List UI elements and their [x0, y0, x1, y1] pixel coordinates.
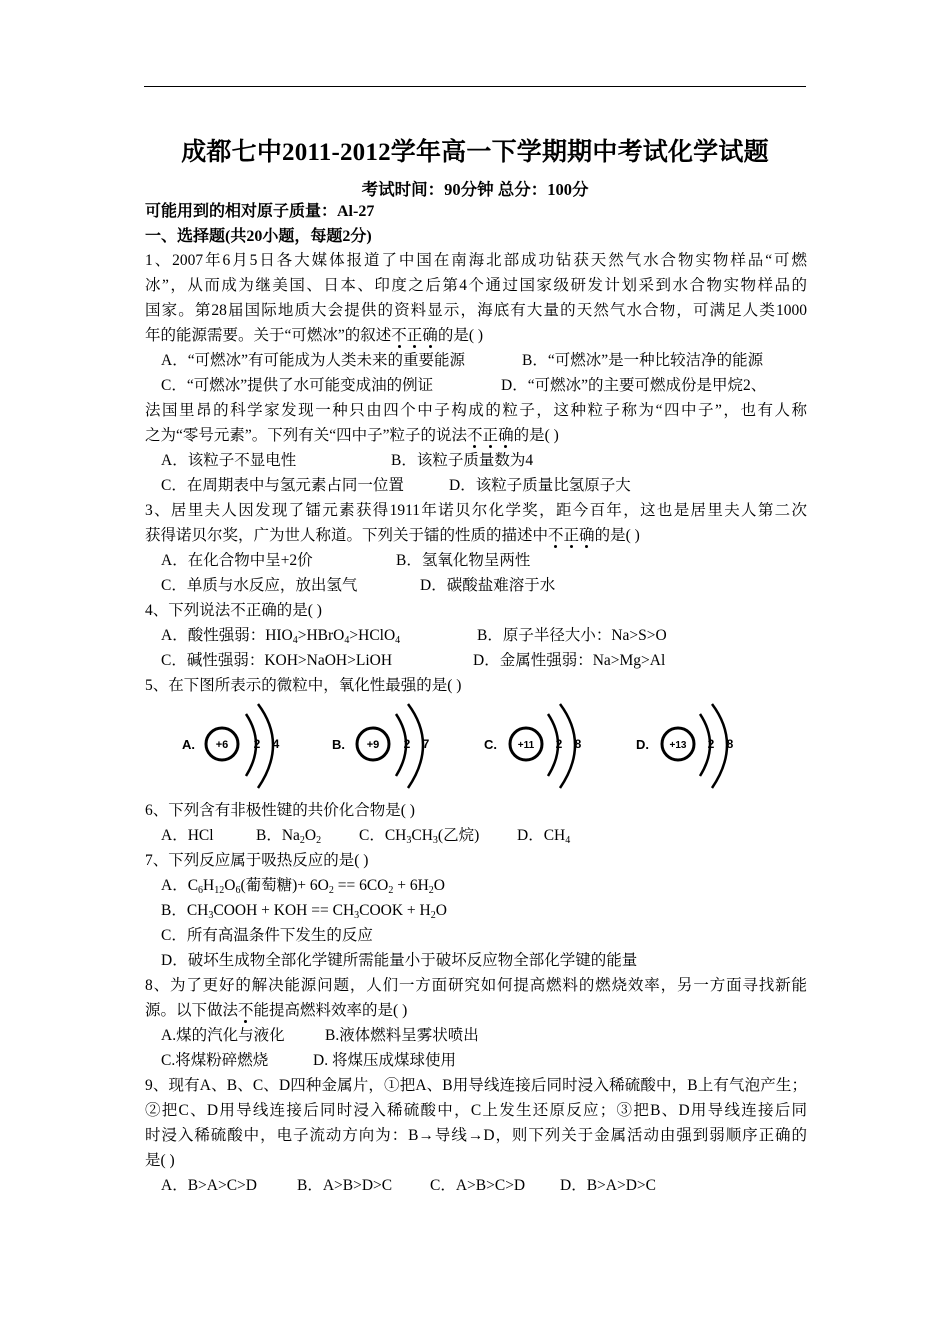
q2-option-c: C．在周期表中与氢元素占同一位置 — [161, 477, 404, 494]
q1-line2: 冰”，从而成为继美国、日本、印度之后第4个通过国家级研发计划采到水合物实物样品的 — [145, 277, 807, 294]
shell-electrons: 2 — [253, 737, 261, 751]
atom-diagram-b — [332, 704, 430, 788]
atom-label: A. — [182, 737, 195, 752]
q1-option-d: D．“可燃冰”的主要可燃成份是甲烷2、 — [501, 377, 767, 394]
q8-option-d: D. 将煤压成煤球使用 — [313, 1052, 456, 1069]
emphasis-char: 不 — [467, 427, 483, 444]
atom-diagram-c — [484, 704, 582, 788]
q8-option-b: B.液体燃料呈雾状喷出 — [325, 1027, 479, 1044]
q4-option-a: A．酸性强弱：$HIO_4>HBrO_4>HClO_4$ — [161, 627, 401, 646]
q8-option-a: A.煤的汽化与液化 — [161, 1027, 285, 1044]
emphasis-char: 不 — [238, 1002, 254, 1019]
q9-option-c: C．A>B>C>D — [430, 1177, 526, 1194]
shell-electrons: 2 — [403, 737, 411, 751]
nucleus-charge: +13 — [669, 740, 687, 751]
q6-option-b: B．$Na_2O_2$ — [256, 827, 322, 846]
q6-option-c: C．$CH_3CH_3$(乙烷) — [359, 827, 480, 846]
q3-option-d: D．碳酸盐难溶于水 — [420, 577, 556, 594]
shell-electrons: 2 — [555, 737, 563, 751]
q3-line1: 3、居里夫人因发现了镭元素获得1911年诺贝尔化学奖，距今百年，这也是居里夫人第二次 — [145, 502, 807, 519]
q1-option-a: A．“可燃冰”有可能成为人类未来的重要能源 — [161, 352, 465, 369]
emphasis-char: 不 — [391, 327, 407, 344]
q4-option-d: D．金属性强弱：Na>Mg>Al — [473, 652, 666, 669]
q7-option-d: D．破坏生成物全部化学键所需能量小于破坏反应物全部化学键的能量 — [161, 952, 638, 969]
q1-line3: 国家。第28届国际地质大会提供的资料显示，海底有大量的天然气水合物，可满足人类1000 — [145, 302, 807, 319]
q9-option-a: A．B>A>C>D — [161, 1177, 257, 1194]
q1-line4: 年的能源需要。关于“可燃冰”的叙述不正确的是( ) — [145, 327, 484, 344]
q3-option-b: B．氢氧化物呈两性 — [396, 552, 531, 569]
section-heading: 一、选择题(共20小题，每题2分) — [145, 228, 372, 245]
q7-stem: 7、下列反应属于吸热反应的是( ) — [145, 852, 369, 869]
q1-option-b: B．“可燃冰”是一种比较洁净的能源 — [522, 352, 764, 369]
atom-diagram-a — [182, 704, 280, 788]
q9-line4: 是( ) — [145, 1152, 175, 1169]
atom-diagram-d — [636, 704, 734, 788]
q9-line1: 9、现有A、B、C、D四种金属片，①把A、B用导线连接后同时浸入稀硫酸中，B上有气泡产生； — [145, 1077, 807, 1094]
q1-line1: 1、2007年6月5日各大媒体报道了中国在南海北部成功钻获天然气水合物实物样品“可燃 — [145, 252, 807, 269]
atom-label: C. — [484, 737, 497, 752]
q3-line2: 获得诺贝尔奖，广为世人称道。下列关于镭的性质的描述中不正确的是( ) — [145, 527, 640, 544]
emphasis-char: 正 — [563, 527, 580, 544]
atom-label: B. — [332, 737, 345, 752]
exam-info: 考试时间：90分钟 总分：100分 — [361, 180, 589, 199]
shell-electrons: 4 — [272, 737, 280, 751]
q2-option-d: D．该粒子质量比氢原子大 — [449, 477, 631, 494]
emphasis-char: 正 — [482, 427, 499, 444]
q2-option-a: A．该粒子不显电性 — [161, 452, 297, 469]
atomic-structure-diagrams — [170, 700, 770, 798]
atomic-mass-note: 可能用到的相对原子质量：Al-27 — [145, 203, 375, 220]
q6-option-d: D．$CH_4$ — [517, 827, 571, 846]
q5-stem: 5、在下图所表示的微粒中，氧化性最强的是( ) — [145, 677, 462, 694]
q8-option-c: C.将煤粉碎燃烧 — [161, 1052, 269, 1069]
q7-option-a: A．$C_6H_{12}O_6$(葡萄糖)+ $6O_2 == 6CO_2 + 6H_2O$ — [161, 877, 445, 896]
q8-line1: 8、为了更好的解决能源问题，人们一方面研究如何提高燃料的燃烧效率，另一方面寻找新能 — [145, 977, 807, 994]
q7-option-b: B．$CH_3COOH$ + KOH == $CH_3COOK + H_2O$ — [161, 902, 447, 921]
q9-line2: ②把C、D用导线连接后同时浸入稀硫酸中，C上发生还原反应；③把B、D用导线连接后同 — [145, 1102, 807, 1119]
header-rule — [144, 86, 806, 87]
nucleus-charge: +11 — [517, 740, 535, 751]
q9-line3: 时浸入稀硫酸中，电子流动方向为：B→导线→D，则下列关于金属活动由强到弱顺序正确的 — [145, 1127, 807, 1144]
q2-option-b: B．该粒子质量数为4 — [391, 452, 534, 469]
q2-line2: 之为“零号元素”。下列有关“四中子”粒子的说法不正确的是( ) — [145, 427, 559, 444]
emphasis-char: 正 — [406, 327, 423, 344]
q6-stem: 6、下列含有非极性键的共价化合物是( ) — [145, 802, 415, 819]
q4-option-c: C．碱性强弱：KOH>NaOH>LiOH — [161, 652, 393, 669]
nucleus-charge: +6 — [215, 739, 229, 751]
q1-option-c: C．“可燃冰”提供了水可能变成油的例证 — [161, 377, 434, 394]
exam-title: 成都七中2011-2012学年高一下学期期中考试化学试题 — [181, 139, 769, 166]
emphasis-char: 确 — [579, 527, 595, 544]
q9-option-d: D．B>A>D>C — [560, 1177, 656, 1194]
nucleus-charge: +9 — [366, 739, 380, 751]
shell-electrons: 2 — [707, 737, 715, 751]
q3-option-c: C．单质与水反应，放出氢气 — [161, 577, 358, 594]
shell-electrons: 7 — [422, 737, 430, 751]
shell-electrons: 8 — [726, 737, 734, 751]
atom-label: D. — [636, 737, 649, 752]
emphasis-char: 不 — [548, 527, 564, 544]
q3-option-a: A．在化合物中呈+2价 — [161, 552, 313, 569]
q8-line2: 源。以下做法不能提高燃料效率的是( ) — [145, 1002, 408, 1019]
q4-option-b: B．原子半径大小：Na>S>O — [477, 627, 667, 644]
emphasis-char: 确 — [498, 427, 514, 444]
q2-line1: 法国里昂的科学家发现一种只由四个中子构成的粒子，这种粒子称为“四中子”，也有人称 — [145, 402, 807, 419]
q7-option-c: C．所有高温条件下发生的反应 — [161, 927, 373, 944]
emphasis-char: 确 — [422, 327, 438, 344]
shell-electrons: 8 — [574, 737, 582, 751]
q9-option-b: B．A>B>D>C — [297, 1177, 393, 1194]
q6-option-a: A．HCl — [161, 827, 214, 844]
q4-stem: 4、下列说法不正确的是( ) — [145, 602, 322, 619]
